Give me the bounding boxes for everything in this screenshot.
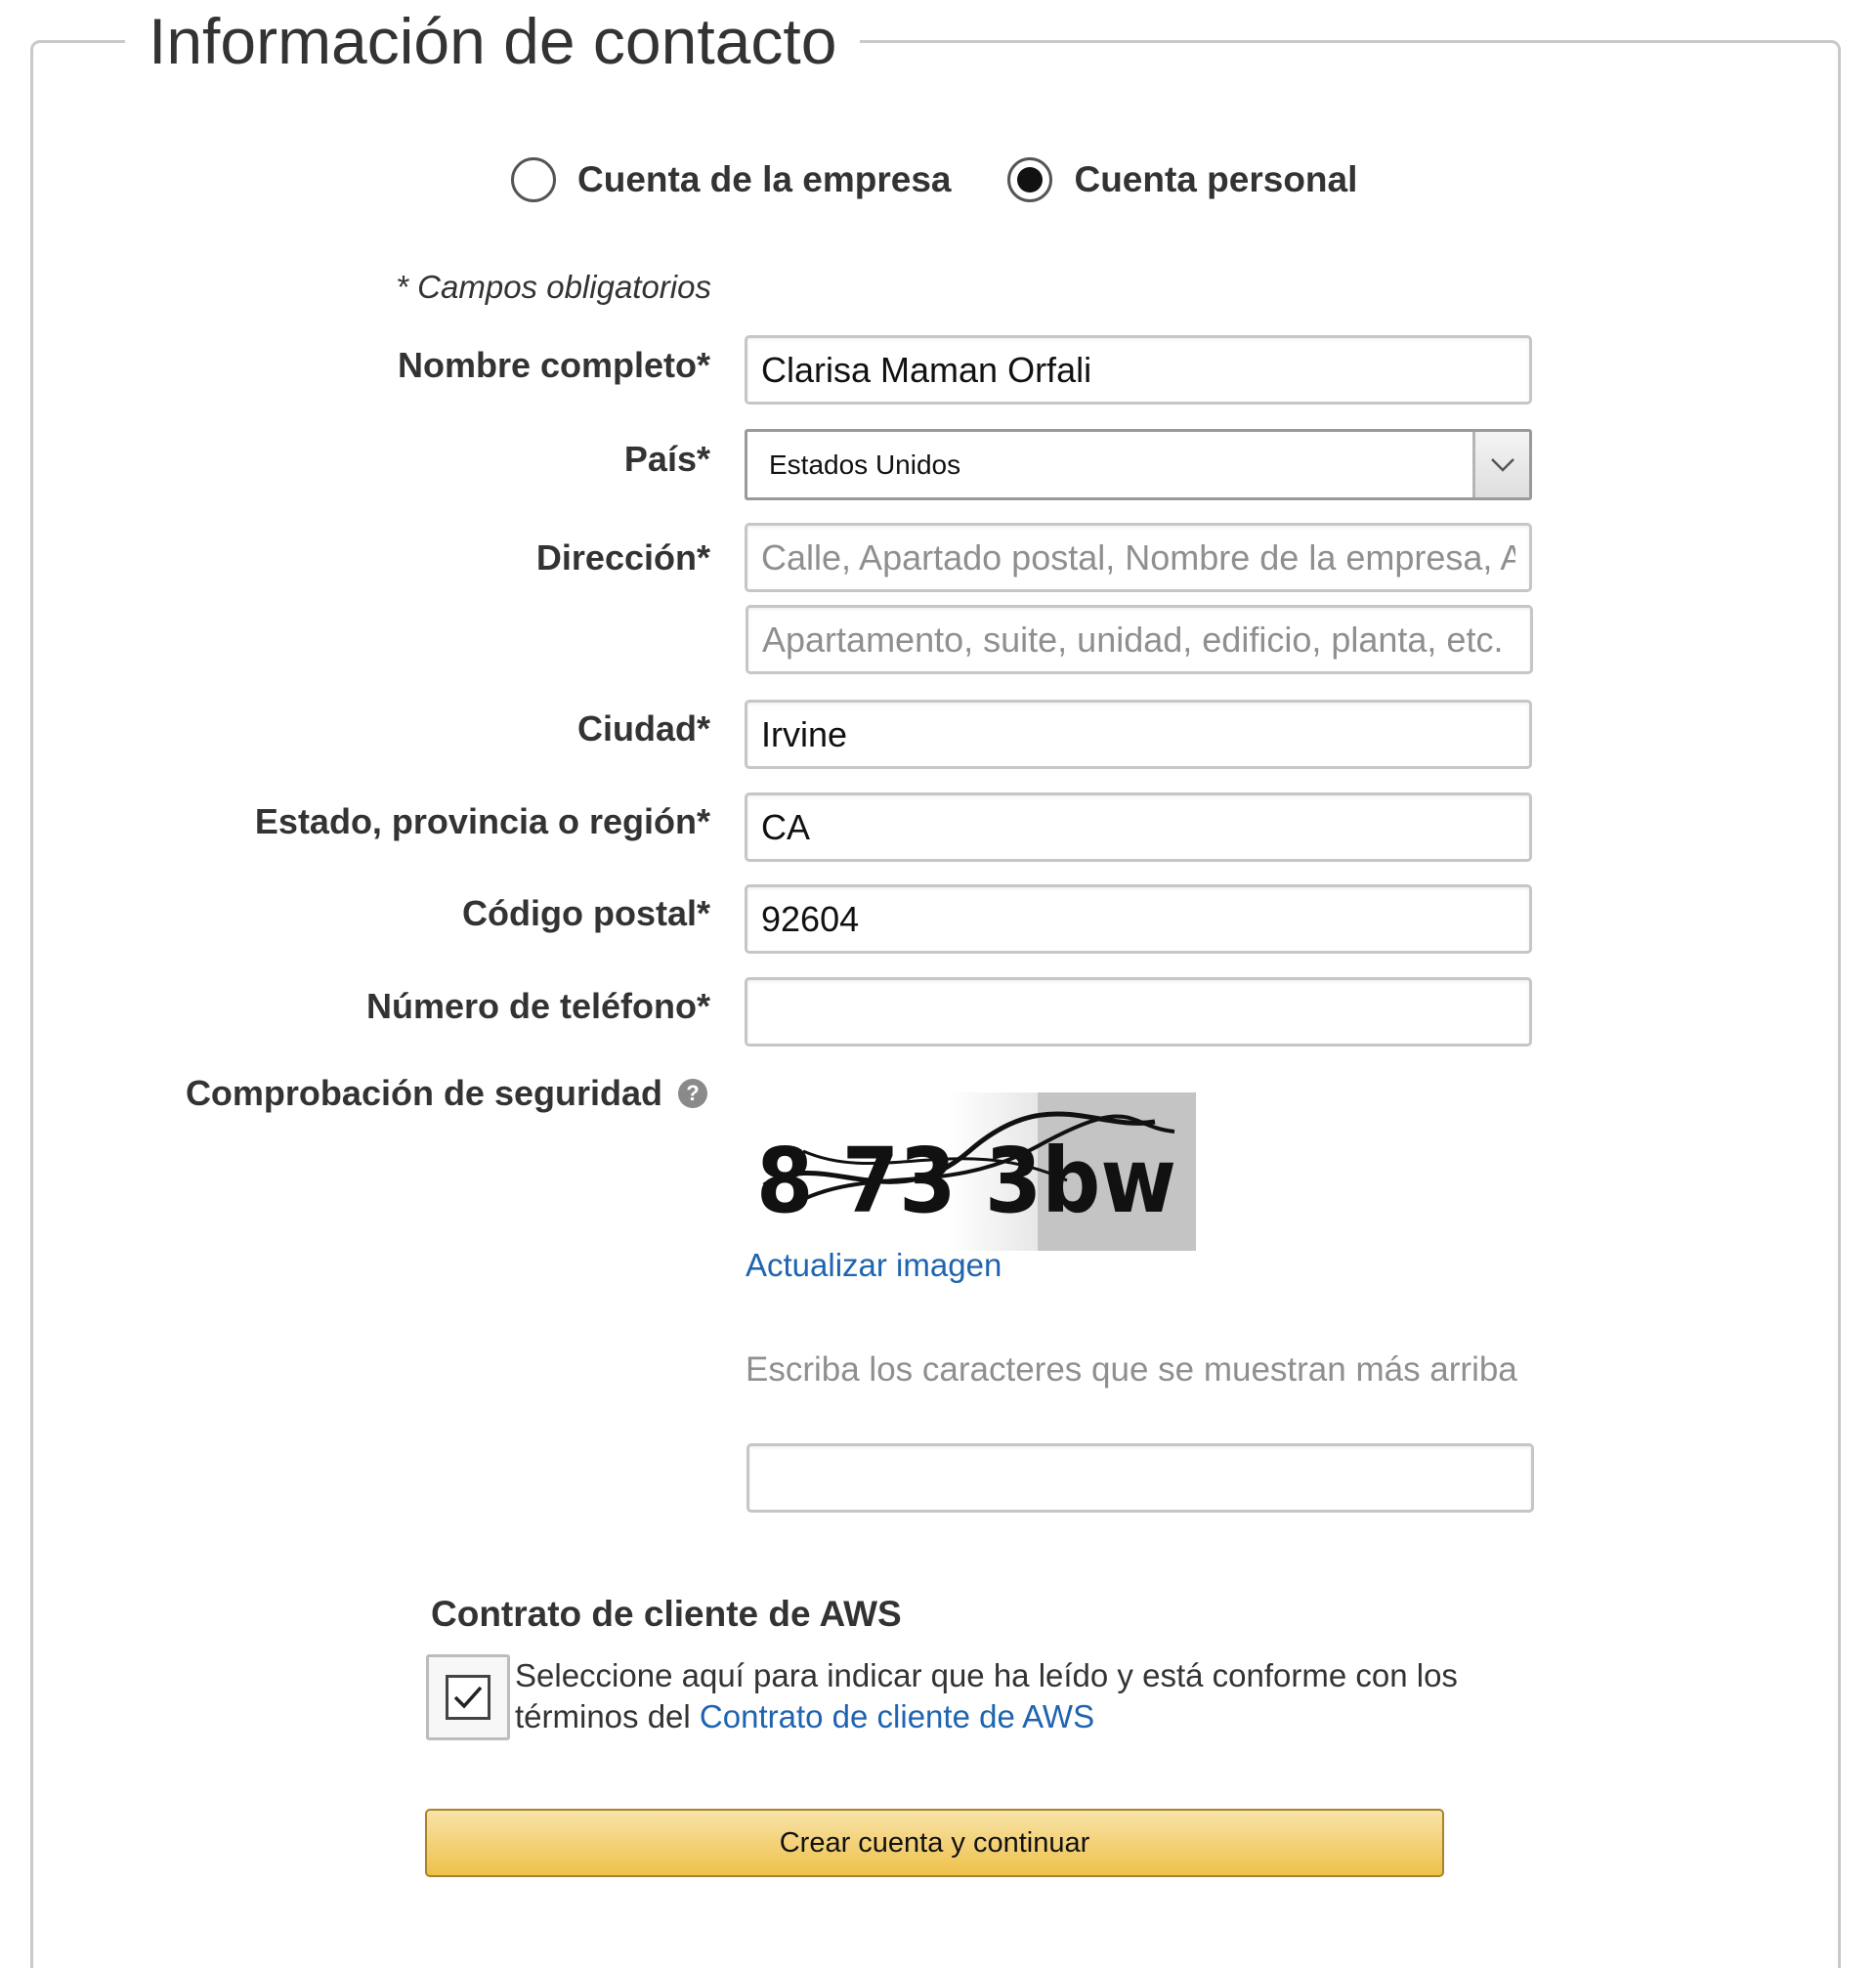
- postal-code-input[interactable]: [745, 884, 1532, 954]
- security-check-label: Comprobación de seguridad: [185, 1073, 662, 1113]
- captcha-image: [745, 1092, 1196, 1251]
- radio-personal-account[interactable]: [1007, 157, 1357, 202]
- chevron-down-icon[interactable]: [1472, 432, 1529, 497]
- refresh-image-link[interactable]: Actualizar imagen: [746, 1247, 1002, 1283]
- radio-business-label: Cuenta de la empresa: [577, 159, 952, 199]
- form-title: Información de contacto: [125, 0, 860, 82]
- address-line1-input[interactable]: [745, 523, 1532, 592]
- agreement-title: Contrato de cliente de AWS: [431, 1594, 902, 1634]
- captcha-text: 8 73 3bw: [756, 1129, 1176, 1233]
- radio-business-account[interactable]: [511, 157, 951, 202]
- full-name-label: Nombre completo*: [397, 345, 710, 385]
- agreement-text: [515, 1655, 1492, 1737]
- radio-personal-label: Cuenta personal: [1074, 159, 1358, 199]
- account-type-group: [511, 154, 1357, 205]
- captcha-input[interactable]: [746, 1443, 1534, 1513]
- captcha-prompt: Escriba los caracteres que se muestran más arriba: [746, 1350, 1517, 1389]
- country-select[interactable]: [745, 429, 1532, 500]
- city-label: Ciudad*: [576, 708, 710, 749]
- create-account-button[interactable]: Crear cuenta y continuar: [425, 1809, 1444, 1877]
- state-label: Estado, provincia o región*: [254, 801, 710, 841]
- country-label: País*: [623, 439, 710, 479]
- country-select-value: Estados Unidos: [769, 449, 961, 480]
- radio-selected-icon[interactable]: [1007, 157, 1052, 202]
- postal-code-label: Código postal*: [462, 893, 710, 933]
- full-name-input[interactable]: [745, 335, 1532, 405]
- city-input[interactable]: [745, 700, 1532, 769]
- checkmark-icon: [446, 1675, 490, 1720]
- agreement-checkbox[interactable]: [426, 1654, 510, 1740]
- phone-input[interactable]: [745, 977, 1532, 1047]
- radio-dot-icon: [1017, 167, 1043, 193]
- required-fields-note: * Campos obligatorios: [396, 269, 711, 305]
- agreement-text-body: Seleccione aquí para indicar que ha leído y está conforme con los términos del: [515, 1657, 1458, 1734]
- customer-agreement-link[interactable]: Contrato de cliente de AWS: [699, 1698, 1095, 1734]
- phone-label: Número de teléfono*: [365, 986, 710, 1026]
- question-circle-icon[interactable]: ?: [678, 1079, 707, 1108]
- address-label: Dirección*: [535, 537, 710, 578]
- address-line2-input[interactable]: [746, 605, 1533, 674]
- state-input[interactable]: [745, 792, 1532, 862]
- radio-unselected-icon[interactable]: [511, 157, 556, 202]
